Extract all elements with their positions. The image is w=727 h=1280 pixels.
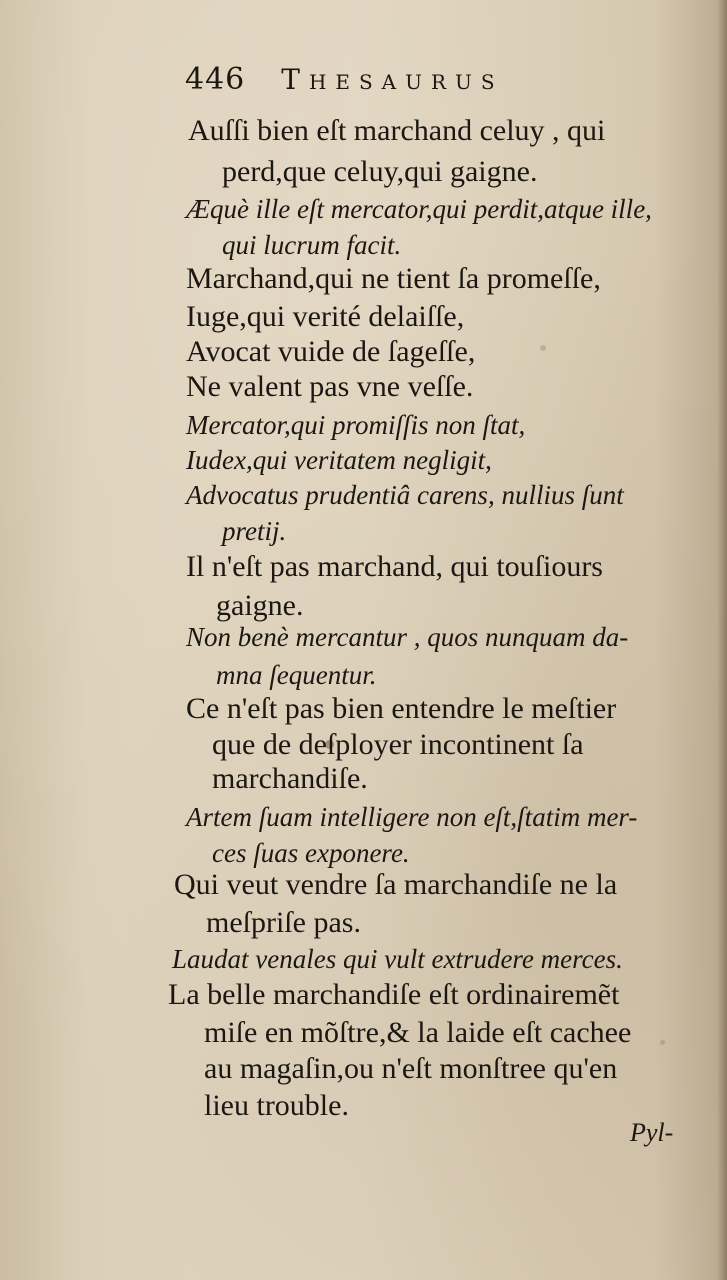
text-line-latin: mna ſequentur. [216, 660, 377, 690]
text-line-latin: pretij. [222, 516, 287, 546]
paper-spot [660, 1040, 665, 1045]
text-line-french: Qui veut vendre ſa marchandiſe ne la [174, 868, 618, 901]
text-line-french: Ce n'eſt pas bien entendre le meſtier [186, 692, 617, 725]
text-line-french: Iuge,qui verité delaiſſe, [186, 300, 465, 333]
text-line-french: Auſſi bien eſt marchand celuy , qui [188, 114, 606, 147]
text-line-latin: Æquè ille eſt mercator,qui perdit,atque ille, [186, 194, 652, 224]
text-line-latin: Iudex,qui veritatem negligit, [186, 445, 492, 475]
text-line-latin: qui lucrum facit. [222, 230, 402, 260]
text-line-french: La belle marchandiſe eſt ordinairemẽt [168, 978, 620, 1011]
catchword: Pyl- [630, 1118, 674, 1147]
text-line-french: Il n'eſt pas marchand, qui touſiours [186, 550, 603, 583]
running-title: Thesaurus [281, 63, 504, 96]
text-line-french: que de deſployer incontinent ſa [212, 728, 584, 761]
running-header [185, 62, 625, 102]
text-line-french: Ne valent pas vne veſſe. [186, 370, 474, 403]
text-line-french: perd,que celuy,qui gaigne. [222, 155, 538, 188]
text-line-latin: Artem ſuam intelligere non eſt,ſtatim mer- [186, 802, 638, 832]
text-line-french: gaigne. [216, 589, 304, 622]
text-line-french: au magaſin,ou n'eſt monſtree qu'en [204, 1052, 618, 1085]
text-line-french: meſpriſe pas. [206, 906, 361, 939]
text-line-latin: ces ſuas exponere. [212, 838, 410, 868]
paper-spot [540, 345, 546, 351]
text-line-french: lieu trouble. [204, 1089, 349, 1122]
text-line-latin: Non benè mercantur , quos nunquam da- [186, 622, 629, 652]
text-line-french: Avocat vuide de ſageſſe, [186, 335, 476, 368]
text-line-latin: Laudat venales qui vult extrudere merces. [172, 944, 623, 974]
text-line-french: miſe en mõſtre,& la laide eſt cachee [204, 1016, 632, 1049]
text-line-french: Marchand,qui ne tient ſa promeſſe, [186, 262, 601, 295]
page-number: 446 [185, 62, 246, 97]
text-line-french: marchandiſe. [212, 762, 368, 795]
text-line-latin: Mercator,qui promiſſis non ſtat, [186, 410, 526, 440]
text-line-latin: Advocatus prudentiâ carens, nullius ſunt [186, 480, 624, 510]
page-edge-shadow [717, 0, 727, 1280]
